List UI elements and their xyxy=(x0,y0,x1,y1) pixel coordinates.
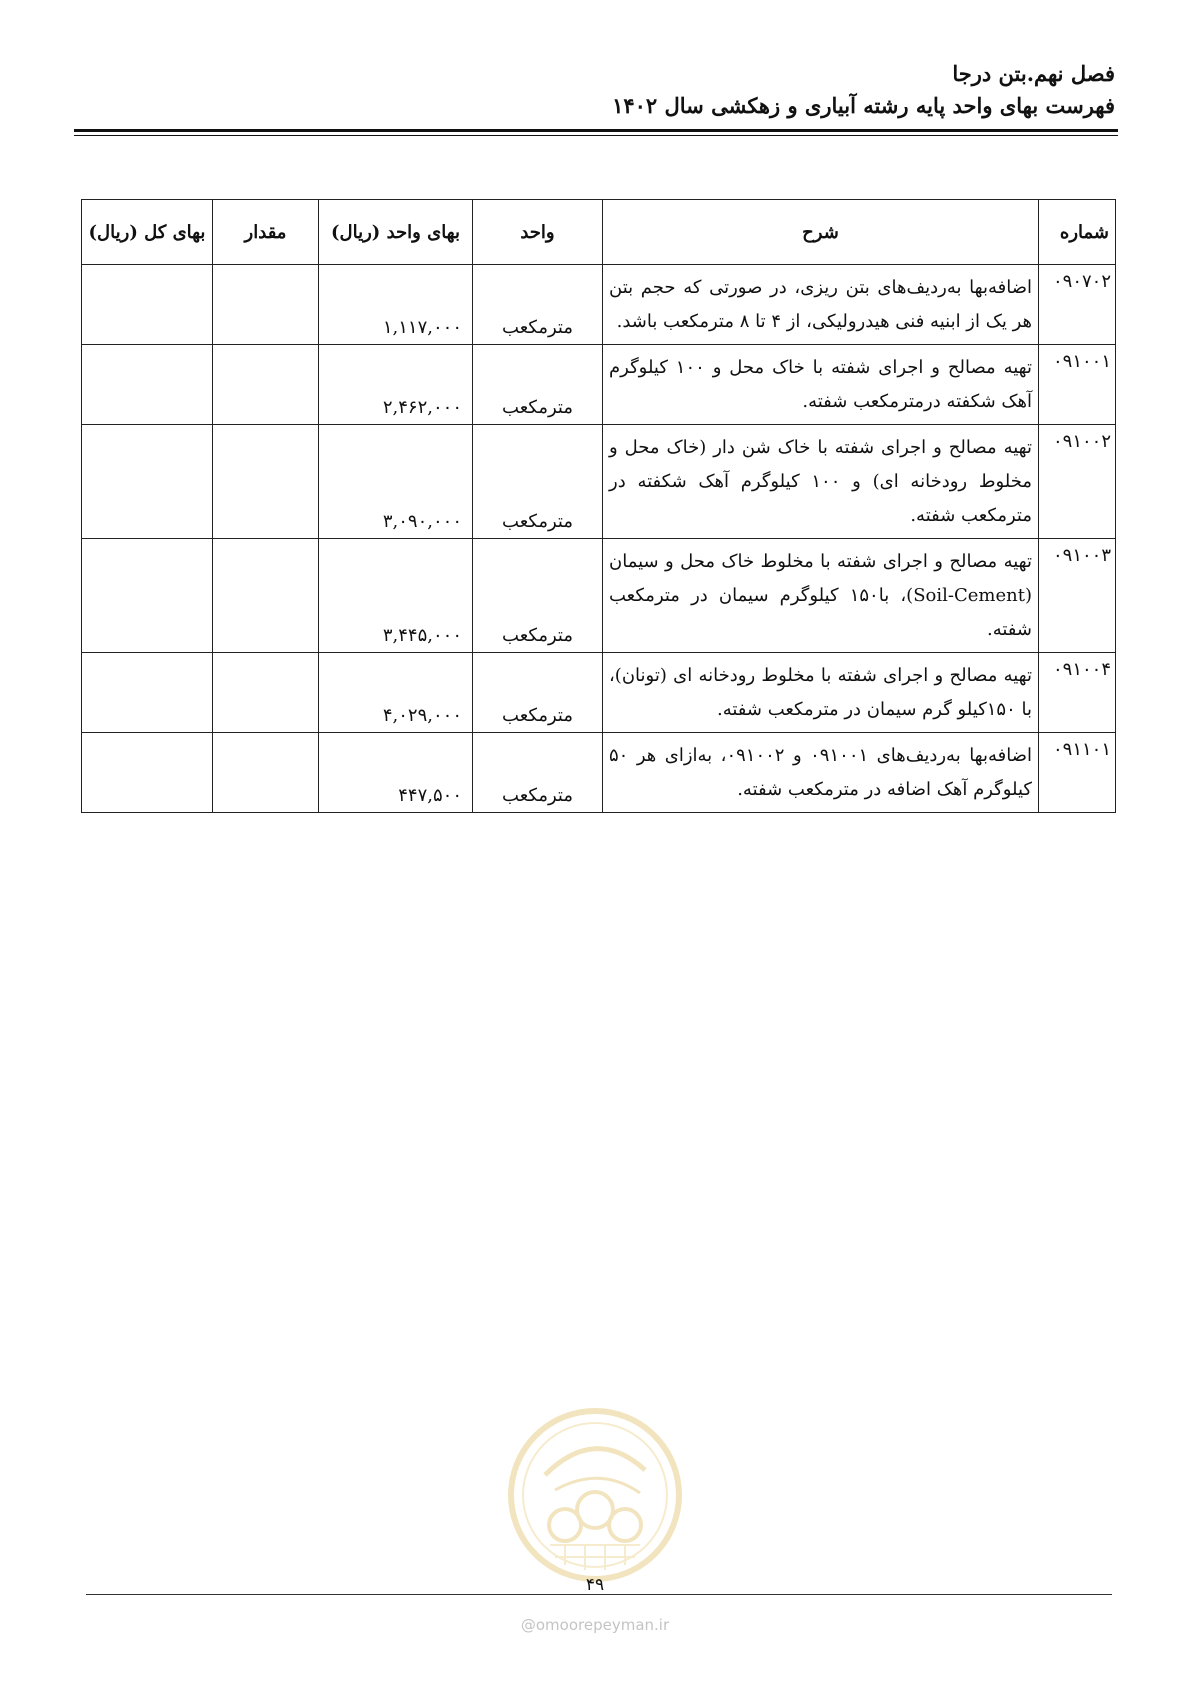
table-row xyxy=(82,653,1116,733)
table-row xyxy=(82,539,1116,653)
row-total-price xyxy=(82,653,213,733)
header-description: شرح xyxy=(603,200,1039,265)
header-rule-thick xyxy=(74,129,1118,132)
row-quantity xyxy=(213,653,319,733)
header-total-price: بهای کل (ریال) xyxy=(82,200,213,265)
row-unit: مترمکعب xyxy=(473,733,603,813)
row-number: ۰۹۱۰۰۲ xyxy=(1039,425,1116,539)
row-total-price xyxy=(82,425,213,539)
price-table xyxy=(81,199,1116,813)
row-quantity xyxy=(213,265,319,345)
row-unit: مترمکعب xyxy=(473,425,603,539)
row-number: ۰۹۱۰۰۴ xyxy=(1039,653,1116,733)
row-unit-price: ۴,۰۲۹,۰۰۰ xyxy=(319,653,473,733)
watermark-logo-icon xyxy=(505,1405,685,1585)
header-number: شماره xyxy=(1039,200,1116,265)
row-description: تهیه مصالح و اجرای شفته با مخلوط رودخانه ای (تونان)، با ۱۵۰کیلو گرم سیمان در مترمکعب شفته. xyxy=(603,653,1039,733)
row-unit: مترمکعب xyxy=(473,653,603,733)
row-unit: مترمکعب xyxy=(473,345,603,425)
row-total-price xyxy=(82,733,213,813)
table-row xyxy=(82,345,1116,425)
row-unit-price: ۴۴۷,۵۰۰ xyxy=(319,733,473,813)
page-number: ۴۹ xyxy=(585,1575,605,1595)
header-unit: واحد xyxy=(473,200,603,265)
row-unit: مترمکعب xyxy=(473,265,603,345)
row-total-price xyxy=(82,265,213,345)
row-number: ۰۹۱۱۰۱ xyxy=(1039,733,1116,813)
header-quantity: مقدار xyxy=(213,200,319,265)
document-subtitle: فهرست بهای واحد پایه رشته آبیاری و زهکشی سال ۱۴۰۲ xyxy=(612,93,1115,118)
row-description: اضافه‌بها به‌ردیف‌های بتن ریزی، در صورتی که حجم بتن هر یک از ابنیه فنی هیدرولیکی، از ۴ تا ۸ مترمکعب باشد. xyxy=(603,265,1039,345)
row-unit-price: ۱,۱۱۷,۰۰۰ xyxy=(319,265,473,345)
header-unit-price: بهای واحد (ریال) xyxy=(319,200,473,265)
site-watermark-text: @omoorepeyman.ir xyxy=(520,1616,670,1634)
row-unit-price: ۳,۴۴۵,۰۰۰ xyxy=(319,539,473,653)
header-rule-thin xyxy=(74,135,1118,136)
chapter-title: فصل نهم.بتن درجا xyxy=(952,61,1115,86)
row-quantity xyxy=(213,539,319,653)
row-description: تهیه مصالح و اجرای شفته با مخلوط خاک محل و سیمان (Soil-Cement)، با۱۵۰ کیلوگرم سیمان در مترمکعب شفته. xyxy=(603,539,1039,653)
row-number: ۰۹۱۰۰۱ xyxy=(1039,345,1116,425)
row-description: تهیه مصالح و اجرای شفته با خاک شن دار (خاک محل و مخلوط رودخانه ای) و ۱۰۰ کیلوگرم آهک شکفته در مترمکعب شفته. xyxy=(603,425,1039,539)
table-row xyxy=(82,733,1116,813)
row-number: ۰۹۰۷۰۲ xyxy=(1039,265,1116,345)
table-row xyxy=(82,265,1116,345)
row-unit: مترمکعب xyxy=(473,539,603,653)
page-header xyxy=(76,58,1115,122)
row-description: اضافه‌بها به‌ردیف‌های ۰۹۱۰۰۱ و ۰۹۱۰۰۲، به‌ازای هر ۵۰ کیلوگرم آهک اضافه در مترمکعب شفته. xyxy=(603,733,1039,813)
table-row xyxy=(82,425,1116,539)
row-quantity xyxy=(213,425,319,539)
row-total-price xyxy=(82,345,213,425)
row-quantity xyxy=(213,345,319,425)
row-number: ۰۹۱۰۰۳ xyxy=(1039,539,1116,653)
row-quantity xyxy=(213,733,319,813)
row-unit-price: ۳,۰۹۰,۰۰۰ xyxy=(319,425,473,539)
row-description: تهیه مصالح و اجرای شفته با خاک محل و ۱۰۰ کیلوگرم آهک شکفته درمترمکعب شفته. xyxy=(603,345,1039,425)
table-header-row xyxy=(82,200,1116,265)
row-total-price xyxy=(82,539,213,653)
row-unit-price: ۲,۴۶۲,۰۰۰ xyxy=(319,345,473,425)
